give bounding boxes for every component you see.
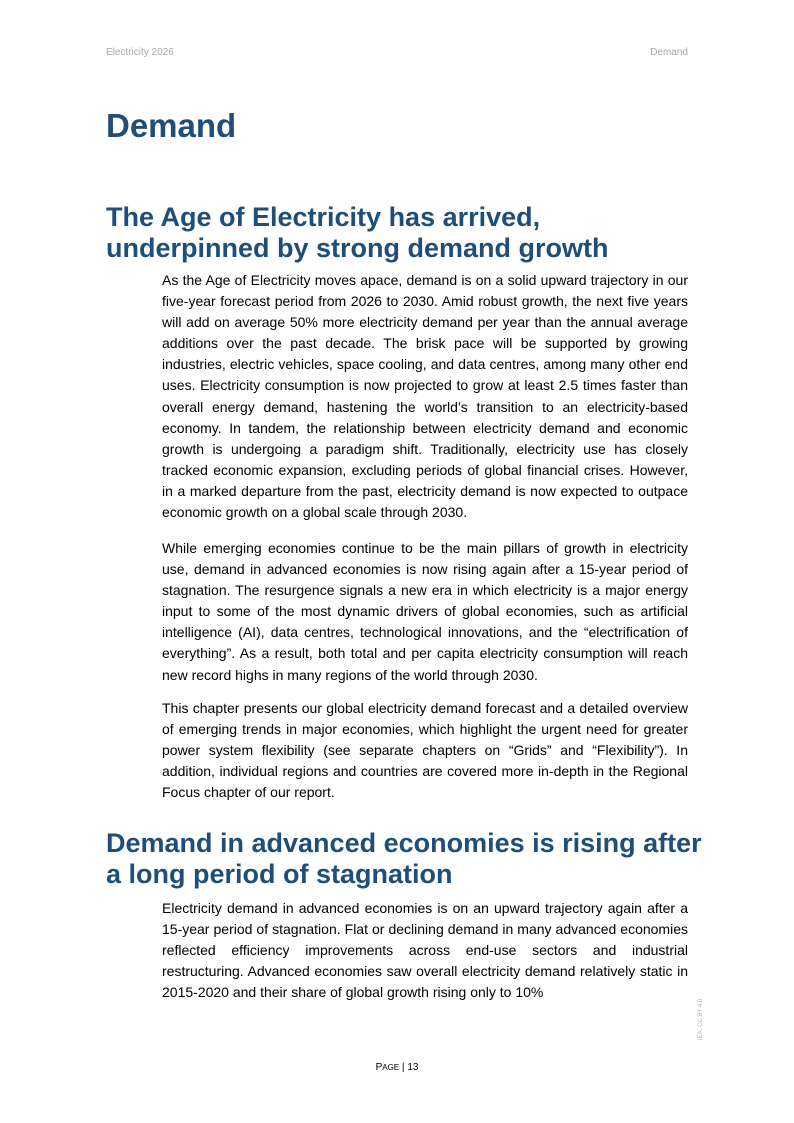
chapter-name: Demand (650, 47, 688, 58)
page-number: 13 (407, 1062, 419, 1073)
body-paragraph: While emerging economies continue to be the main pillars of growth in electricity use, demand in advanced economies is now rising again after a 15-year period of stagnation. The resurgence signals a new era in which electricity is a major energy input to some of the most dynamic drivers of global economies, such as artificial intelligence (AI), data centres, technological innovations, and the “electrification of everything”. As a result, both total and per capita electricity consumption will reach new record highs in many regions of the world through 2030. (162, 540, 688, 683)
body-paragraph: Electricity demand in advanced economies is on an upward trajectory again after a 15-year period of stagnation. Flat or declining demand in many advanced economies reflected efficiency improvements across end-use sectors and industrial restructuring. Advanced economies saw overall electricity demand relatively static in 2015-2020 and their share of global growth rising only to 10% (162, 900, 688, 1001)
body-paragraph: As the Age of Electricity moves apace, demand is on a solid upward trajectory in our five-year forecast period from 2026 to 2030. Amid robust growth, the next five years will add on average 50% more electricity demand per year than the annual average additions over the past decade. The brisk pace will be supported by growing industries, electric vehicles, space cooling, and data centres, among many other end uses. Electricity consumption is now projected to grow at least 2.5 times faster than overall energy demand, hastening the world’s transition to an electricity-based economy. In tandem, the relationship between electricity demand and economic growth is undergoing a paradigm shift. Traditionally, electricity use has closely tracked economic expansion, excluding periods of global financial crises. However, in a marked departure from the past, electricity demand is now expected to outpace economic growth on a global scale through 2030. (162, 272, 688, 521)
page-label-text: PAGE (375, 1062, 400, 1073)
report-title: Electricity 2026 (106, 47, 174, 58)
page-label (376, 1062, 400, 1073)
body-paragraph: This chapter presents our global electricity demand forecast and a detailed overview of emerging trends in major economies, which highlight the urgent need for greater power system flexibility (see separate chapters on “Grids” and “Flexibility”). In addition, individual regions and countries are covered more in-depth in the Regional Focus chapter of our report. (162, 700, 688, 801)
section-heading: Demand in advanced economies is rising after a long period of stagnation (106, 828, 702, 889)
license-note: IEA. CC BY 4.0. (698, 997, 704, 1040)
section-heading: The Age of Electricity has arrived, underpinned by strong demand growth (106, 202, 609, 263)
page-footer (0, 1062, 794, 1073)
running-header (106, 47, 688, 61)
page-separator: | (401, 1062, 405, 1073)
chapter-title: Demand (106, 107, 237, 144)
